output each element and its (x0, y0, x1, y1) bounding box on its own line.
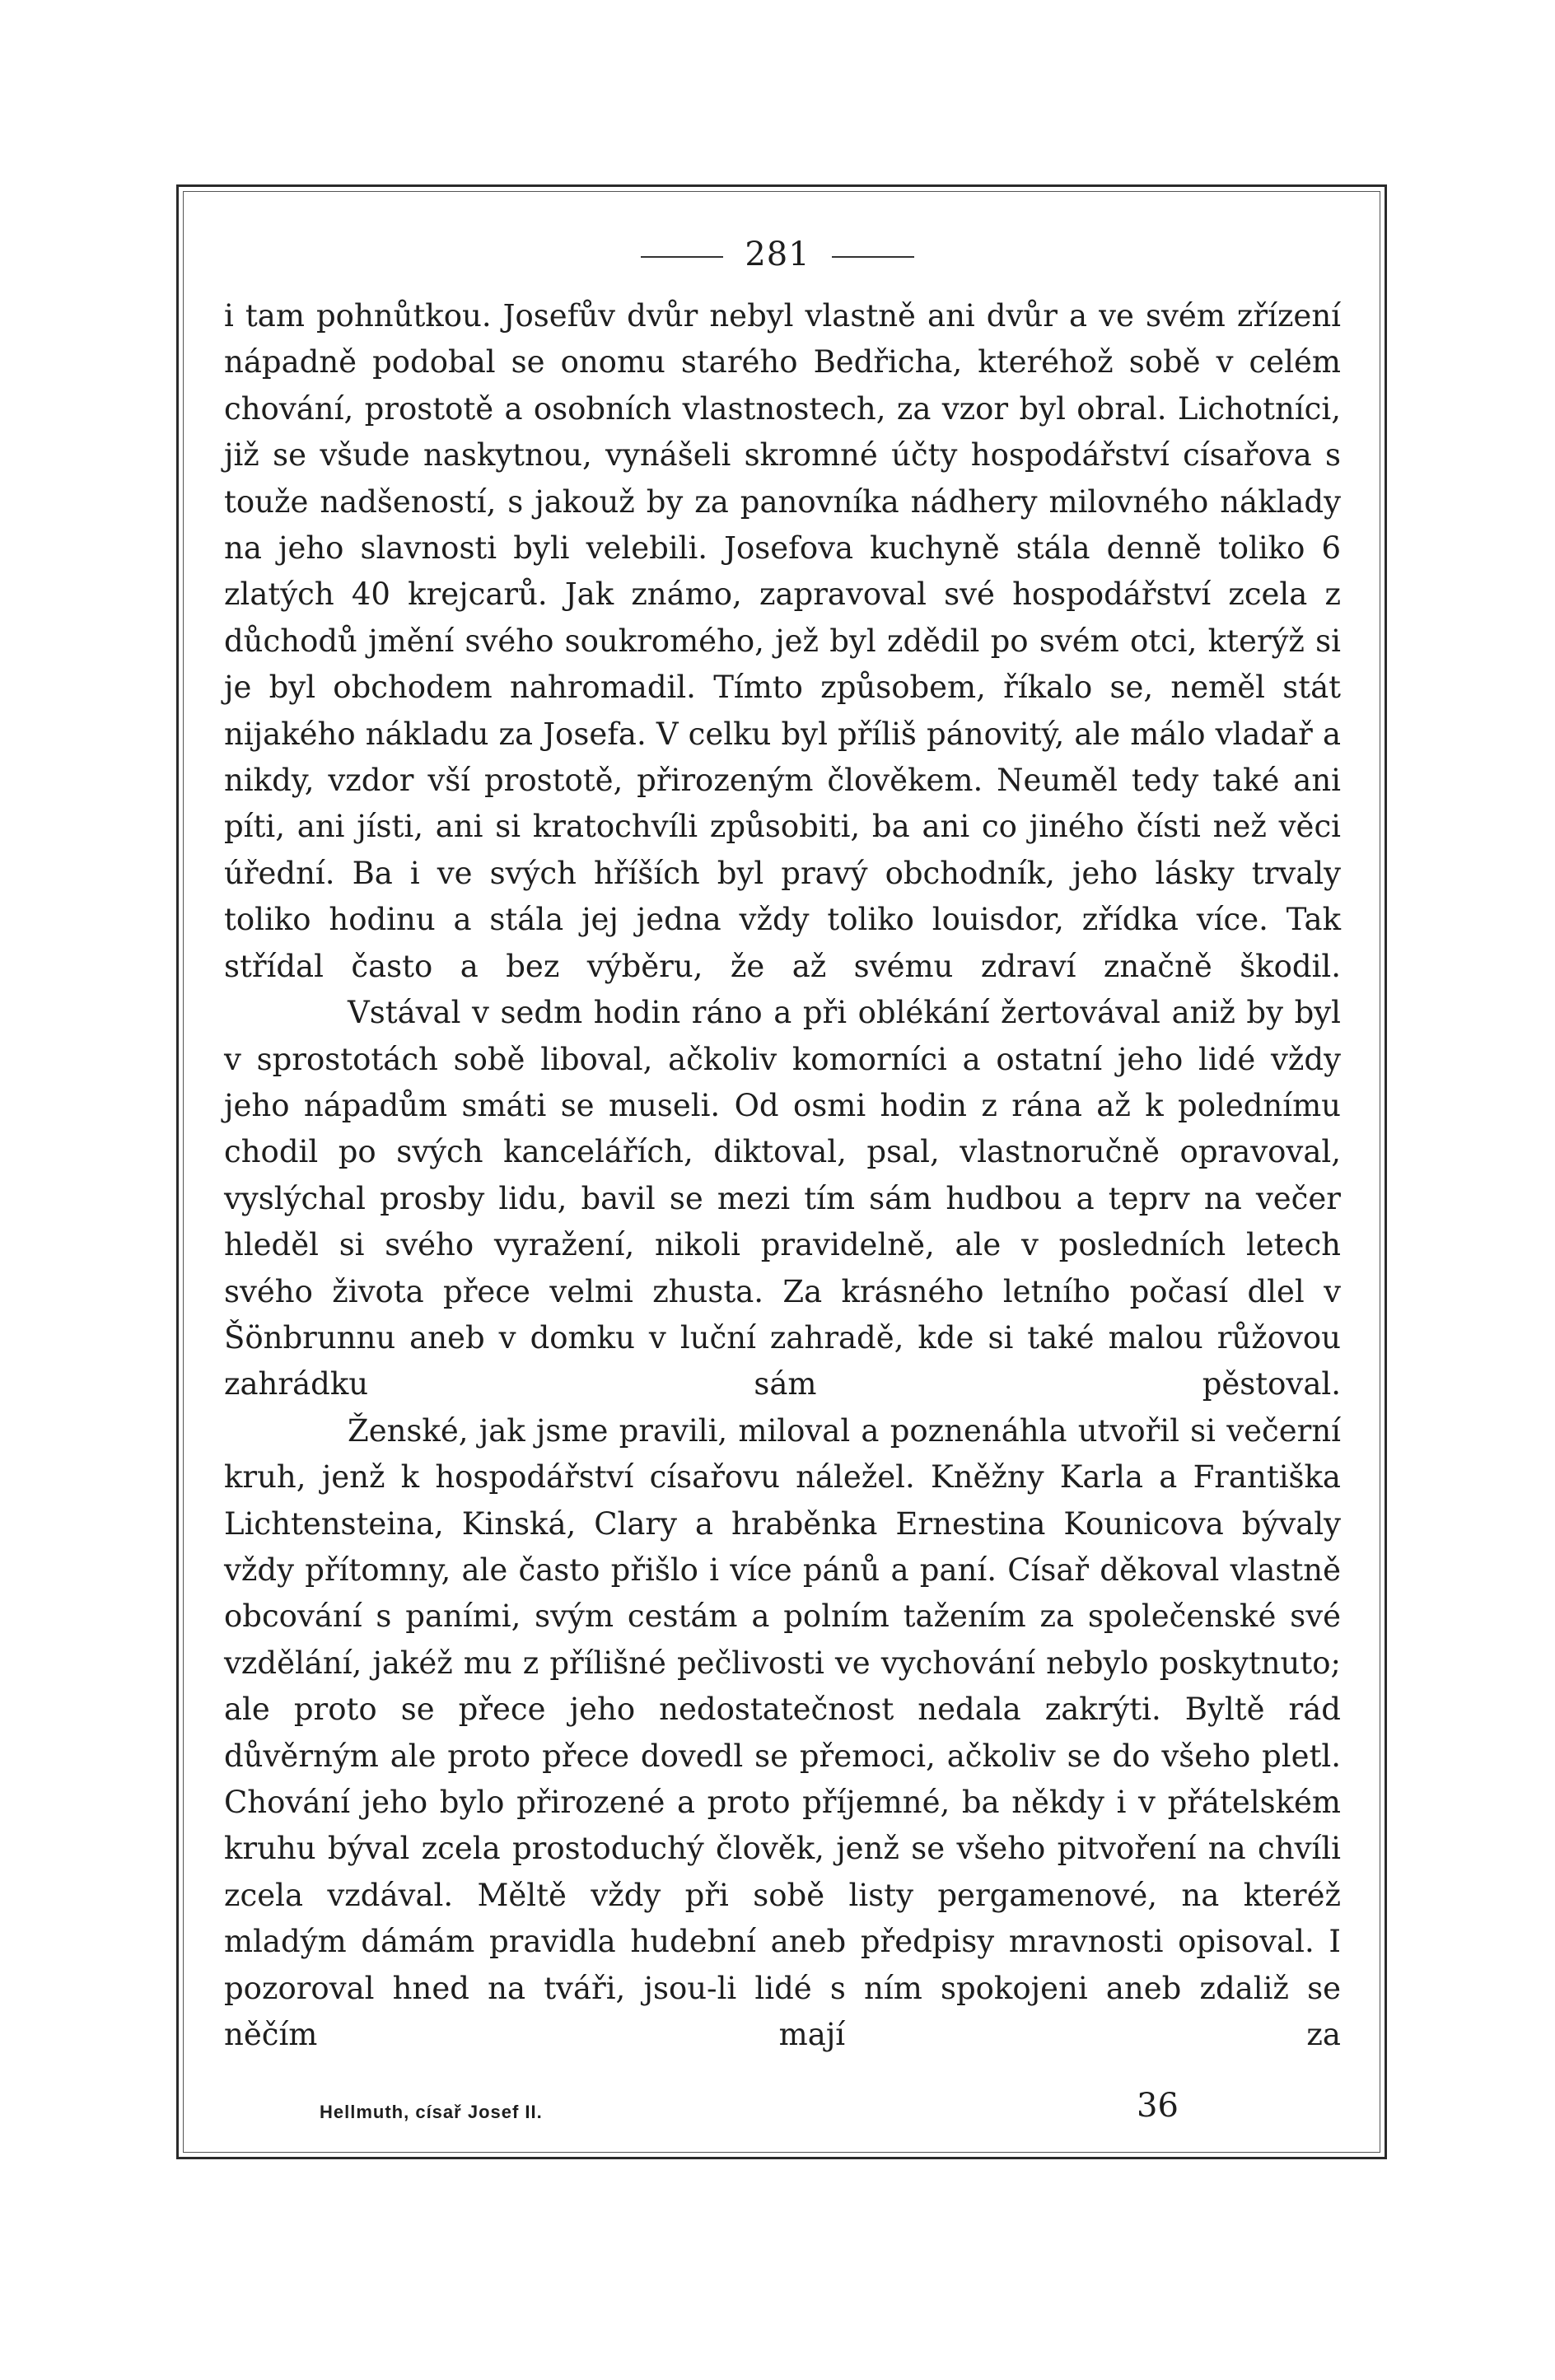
page-header (0, 236, 1555, 273)
footer-note: Hellmuth, císař Josef II. (320, 2102, 543, 2122)
page-footer (320, 2087, 1193, 2136)
page-number: 281 (745, 236, 810, 273)
paragraph-3: Ženské, jak jsme pravili, miloval a poznenáhla utvořil si večerní kruh, jenž k hospodářství císařovu náležel. Kněžny Karla a Františka Lichtensteina, Kinská, Clary a hraběnka Ernestina Kounicova bývaly vždy přítomny, ale často přišlo i více pánů a paní. Císař děkoval vlastně obcování s paními, svým cestám a polním tažením za společenské své vzdělání, jakéž mu z přílišné pečlivosti ve vychování nebylo poskytnuto; ale proto se přece jeho nedostatečnost nedala zakrýti. Byltě rád důvěrným ale proto přece dovedl se přemoci, ačkoliv se do všeho pletl. Chování jeho bylo přirozené a proto příjemné, ba někdy i v přátelském kruhu býval zcela prostoduchý člověk, jenž se všeho pitvoření na chvíli zcela vzdával. Měltě vždy při sobě listy pergamenové, na kteréž mladým dámám pravidla hudební aneb předpisy mravnosti opisoval. I pozoroval hned na tváři, jsou-li lidé s ním spokojeni aneb zdaliž se něčím mají za (224, 1412, 1341, 2053)
header-rule-left (641, 256, 723, 258)
body-text (224, 293, 1341, 2058)
signature-mark: 36 (1137, 2087, 1179, 2125)
paragraph-2: Vstával v sedm hodin ráno a při oblékání žertovával aniž by byl v sprostotách sobě liboval, ačkoliv komorníci a ostatní jeho lidé vždy jeho nápadům smáti se museli. Od osmi hodin z rána až k polednímu chodil po svých kancelářích, diktoval, psal, vlastnoručně opravoval, vyslýchal prosby lidu, bavil se mezi tím sám hudbou a teprv na večer hleděl si svého vyražení, nikoli pravidelně, ale v posledních letech svého života přece velmi zhusta. Za krásného letního počasí dlel v Šönbrunnu aneb v domku v luční zahradě, kde si také malou růžovou zahrádku sám pěstoval. (224, 995, 1341, 1402)
header-rule-right (832, 256, 914, 258)
paragraph-1: i tam pohnůtkou. Josefův dvůr nebyl vlastně ani dvůr a ve svém zřízení nápadně podobal se onomu starého Bedřicha, kteréhož sobě v celém chování, prostotě a osobních vlastnostech, za vzor byl obral. Lichotníci, již se všude naskytnou, vynášeli skromné účty hospodářství císařova s touže nadšeností, s jakouž by za panovníka nádhery milovného náklady na jeho slavnosti byli velebili. Josefova kuchyně stála denně toliko 6 zlatých 40 krejcarů. Jak známo, zapravoval své hospodářství zcela z důchodů jmění svého soukromého, jež byl zdědil po svém otci, kterýž si je byl obchodem nahromadil. Tímto způsobem, říkalo se, neměl stát nijakého nákladu za Josefa. V celku byl příliš pánovitý, ale málo vladař a nikdy, vzdor vší prostotě, přirozeným člověkem. Neuměl tedy také ani píti, ani jísti, ani si kratochvíli způsobiti, ba ani co jiného čísti než věci úřední. Ba i ve svých hříších byl pravý obchodník, jeho lásky trvaly toliko hodinu a stála jej jedna vždy toliko louisdor, zřídka více. Tak střídal často a bez výběru, že až svému zdraví značně škodil. (224, 298, 1341, 984)
